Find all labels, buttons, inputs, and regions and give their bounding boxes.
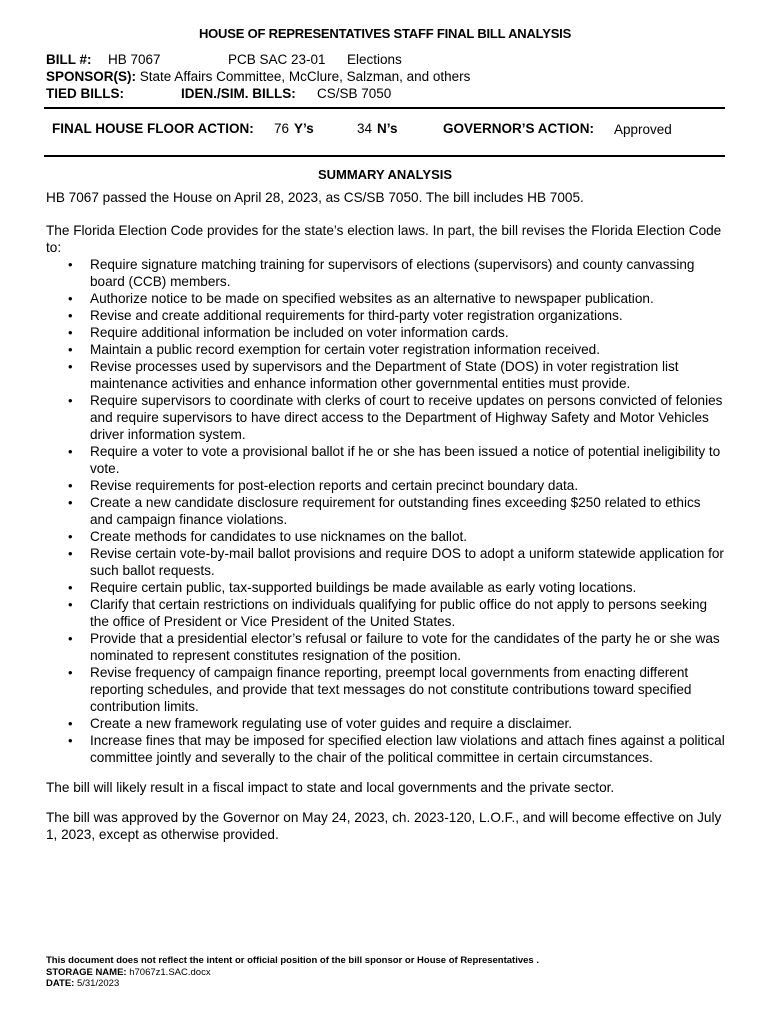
page-footer	[46, 955, 539, 990]
list-item: • Create a new framework regulating use of voter guides and require a disclaimer.	[46, 715, 726, 732]
tied-bills-label: TIED BILLS:	[46, 86, 124, 101]
summary-paragraph-election-code: The Florida Election Code provides for the state’s election laws. In part, the bill revises the Florida Election Code to:	[46, 223, 722, 255]
list-item: • Authorize notice to be made on specified websites as an alternative to newspaper publication.	[46, 290, 726, 307]
top-divider	[44, 107, 725, 109]
sponsors-value: State Affairs Committee, McClure, Salzman, and others	[139, 69, 471, 84]
list-item: • Create a new candidate disclosure requirement for outstanding fines exceeding $250 related to ethics and campaign finance violations.	[46, 494, 726, 528]
list-item: • Revise and create additional requirements for third-party voter registration organizations.	[46, 307, 726, 324]
nays-count: 34	[357, 121, 373, 136]
list-item: • Revise processes used by supervisors and the Department of State (DOS) in voter registration list maintenance activities and enhance information other governmental entities must provide.	[46, 358, 726, 392]
sponsors-label: SPONSOR(S):	[46, 69, 137, 84]
list-item: • Create methods for candidates to use nicknames on the ballot.	[46, 528, 726, 545]
summary-paragraph-approval: The bill was approved by the Governor on May 24, 2023, ch. 2023-120, L.O.F., and will become effective on July 1, 2023, except as otherwise provided.	[46, 810, 722, 842]
list-item: • Provide that a presidential elector’s refusal or failure to vote for the candidates of the party he or she was nominated to represent constitutes resignation of the position.	[46, 630, 726, 664]
document-title: HOUSE OF REPRESENTATIVES STAFF FINAL BILL ANALYSIS	[198, 26, 572, 41]
bottom-divider	[44, 155, 725, 157]
iden-sim-value: CS/SB 7050	[317, 86, 392, 101]
footer-disclaimer: This document does not reflect the intent or official position of the bill sponsor or House of Representatives .	[46, 955, 539, 966]
bill-number-line	[46, 51, 402, 68]
summary-paragraph-fiscal: The bill will likely result in a fiscal impact to state and local governments and the private sector.	[46, 780, 615, 795]
bill-number: HB 7067	[108, 52, 161, 67]
summary-heading: SUMMARY ANALYSIS	[317, 167, 453, 182]
summary-bullet-list	[46, 256, 726, 766]
footer-date: DATE: 5/31/2023	[46, 978, 120, 989]
summary-paragraph-passage: HB 7067 passed the House on April 28, 2023, as CS/SB 7050. The bill includes HB 7005.	[46, 190, 584, 205]
governor-action-value: Approved	[614, 122, 672, 137]
list-item: • Require certain public, tax-supported buildings be made available as early voting locations.	[46, 579, 726, 596]
pcb-number: PCB SAC 23-01	[228, 52, 326, 67]
governor-action-label: GOVERNOR’S ACTION:	[443, 121, 595, 136]
list-item: • Revise certain vote-by-mail ballot provisions and require DOS to adopt a uniform statewide application for such ballot requests.	[46, 545, 726, 579]
bill-label: BILL #:	[46, 52, 92, 67]
list-item: • Require signature matching training for supervisors of elections (supervisors) and county canvassing board (CCB) members.	[46, 256, 726, 290]
yeas-count: 76	[274, 121, 290, 136]
iden-sim-label: IDEN./SIM. BILLS:	[181, 86, 296, 101]
list-item: • Clarify that certain restrictions on individuals qualifying for public office do not apply to persons seeking the office of President or Vice President of the United States.	[46, 596, 726, 630]
list-item: • Maintain a public record exemption for certain voter registration information received.	[46, 341, 726, 358]
list-item: • Require additional information be included on voter information cards.	[46, 324, 726, 341]
floor-action-label: FINAL HOUSE FLOOR ACTION:	[52, 121, 254, 136]
footer-storage-name: STORAGE NAME: h7067z1.SAC.docx	[46, 966, 211, 978]
list-item: • Revise requirements for post-election reports and certain precinct boundary data.	[46, 477, 726, 494]
tied-bills-line	[46, 85, 392, 102]
list-item: • Require supervisors to coordinate with clerks of court to receive updates on persons convicted of felonies and require supervisors to have direct access to the Department of Highway Safety and Motor Vehicles driver information system.	[46, 392, 726, 443]
bill-subject: Elections	[347, 52, 402, 67]
list-item: • Revise frequency of campaign finance reporting, preempt local governments from enacting different reporting schedules, and provide that text messages do not constitute contributions toward specified contribution limits.	[46, 664, 726, 715]
list-item: • Increase fines that may be imposed for specified election law violations and attach fines against a political committee jointly and severally to the chair of the political committee in certain circumstances.	[46, 732, 726, 766]
sponsors-line	[46, 68, 470, 85]
yeas-label: Y’s	[294, 121, 314, 136]
list-item: • Require a voter to vote a provisional ballot if he or she has been issued a notice of potential ineligibility to vote.	[46, 443, 726, 477]
nays-label: N’s	[377, 121, 398, 136]
